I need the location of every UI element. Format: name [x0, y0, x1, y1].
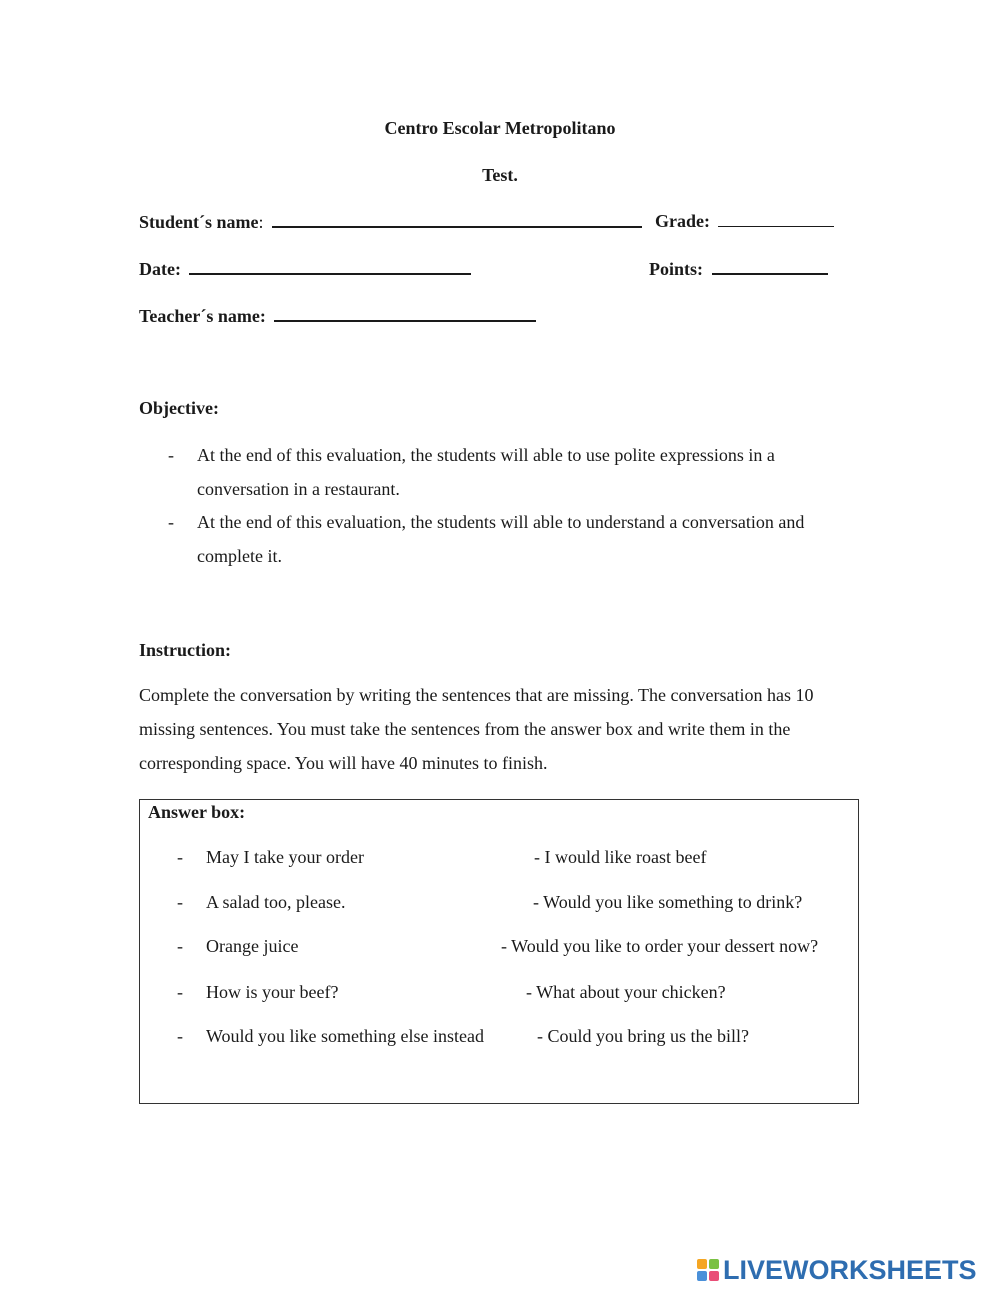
answer-option: - Would you like to order your dessert now?	[501, 936, 819, 956]
liveworksheets-logo-text: LIVEWORKSHEETS	[723, 1254, 977, 1285]
student-name-field	[139, 210, 642, 233]
answer-option: Would you like something else instead	[206, 1026, 485, 1046]
grade-field	[655, 210, 834, 232]
objective-item-line: complete it.	[197, 546, 282, 566]
date-field	[139, 257, 471, 280]
logo-square	[697, 1271, 707, 1281]
points-field	[649, 257, 828, 280]
dash-bullet: -	[168, 445, 174, 465]
objective-item-line: At the end of this evaluation, the students will able to understand a conversation and	[197, 512, 805, 532]
objective-heading: Objective:	[139, 398, 219, 418]
grade-label: Grade:	[655, 211, 710, 231]
date-label: Date:	[139, 259, 181, 279]
student-name-colon: :	[258, 212, 264, 232]
instruction-heading: Instruction:	[139, 640, 232, 660]
school-name: Centro Escolar Metropolitano	[384, 118, 616, 138]
date-blank[interactable]	[189, 257, 471, 275]
test-title: Test.	[482, 165, 518, 185]
dash-bullet: -	[177, 892, 183, 912]
dash-bullet: -	[177, 847, 183, 867]
teacher-name-label: Teacher´s name:	[139, 306, 266, 326]
points-label: Points:	[649, 259, 703, 279]
logo-square	[709, 1259, 719, 1269]
dash-bullet: -	[177, 982, 183, 1002]
answer-option: - Could you bring us the bill?	[537, 1026, 749, 1046]
instruction-text: Complete the conversation by writing the sentences that are missing. The conversation has 10 missing sentences. You must take the sentences from the answer box and write them in the corresponding space. You will have 40 minutes to finish.	[139, 685, 814, 773]
logo-square	[697, 1259, 707, 1269]
liveworksheets-logo-icon	[697, 1259, 719, 1281]
objective-item-line: At the end of this evaluation, the students will able to use polite expressions in a	[197, 445, 775, 465]
answer-option: May I take your order	[206, 847, 364, 867]
student-name-label: Student´s name	[139, 212, 259, 232]
grade-blank[interactable]	[718, 210, 834, 227]
logo-square	[709, 1271, 719, 1281]
dash-bullet: -	[177, 1026, 183, 1046]
answer-option: How is your beef?	[206, 982, 339, 1002]
answer-option: Orange juice	[206, 936, 299, 956]
objective-item-line: conversation in a restaurant.	[197, 479, 400, 499]
answer-option: - I would like roast beef	[534, 847, 707, 867]
teacher-name-blank[interactable]	[274, 304, 536, 322]
liveworksheets-logo[interactable]	[697, 1255, 977, 1285]
dash-bullet: -	[168, 512, 174, 532]
points-blank[interactable]	[712, 257, 828, 275]
answer-option: A salad too, please.	[206, 892, 346, 912]
answer-option: - What about your chicken?	[526, 982, 726, 1002]
answer-box-heading: Answer box:	[148, 802, 246, 822]
answer-option: - Would you like something to drink?	[533, 892, 803, 912]
dash-bullet: -	[177, 936, 183, 956]
student-name-blank[interactable]	[272, 210, 642, 228]
teacher-name-field	[139, 304, 536, 327]
